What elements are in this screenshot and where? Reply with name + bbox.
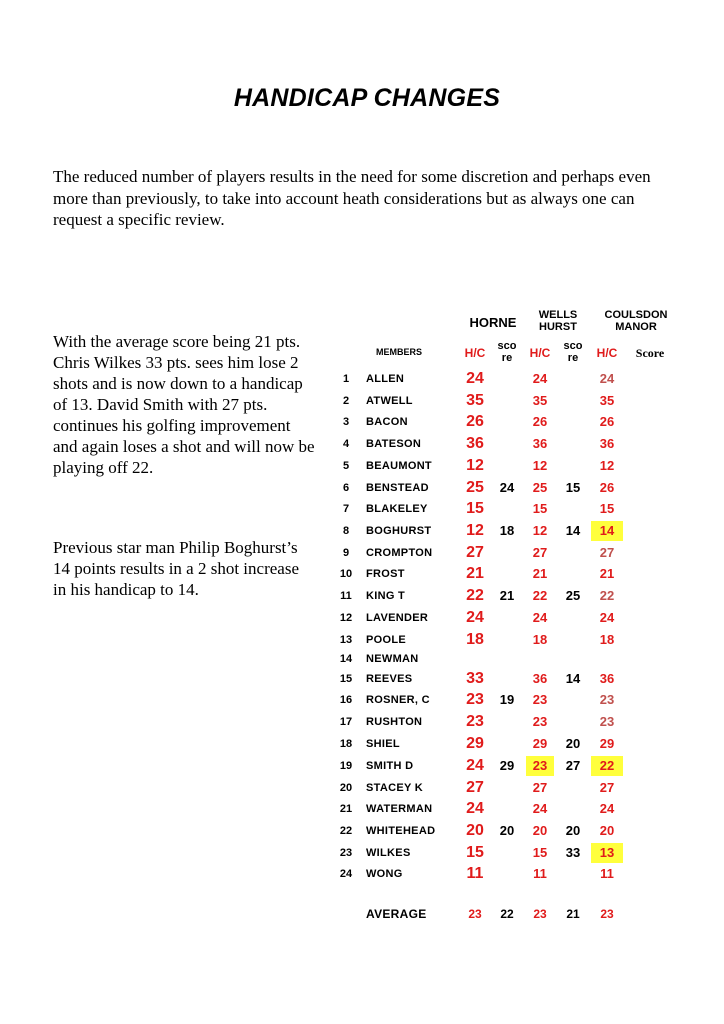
table-row [0,564,724,584]
summary-paragraph-1: With the average score being 21 pts. Chris Wilkes 33 pts. sees him lose 2 shots and is now down to a handicap of 13. David Smith with 27 pts. continues his golfing improvement and again loses a shot and will now be playing off 22. [53,332,315,477]
member-name: FROST [366,568,405,580]
table-row [0,456,724,476]
course-name-line: HORNE [469,315,517,330]
member-name: NEWMAN [366,653,419,665]
table-row [0,478,724,498]
course-name-line: HURST [539,321,577,333]
wells-hc [526,649,554,669]
wells-score [559,434,587,454]
horne-score [493,799,521,819]
member-name: WILKES [366,847,411,859]
member-name: ATWELL [366,395,413,407]
horne-score [493,864,521,884]
wells-score: 20 [565,736,581,751]
average-horne-score: 22 [500,907,514,921]
table-row [0,821,724,841]
member-name: SHIEL [366,738,400,750]
horne-hc: 27 [466,544,484,561]
table-row [0,864,724,884]
member-number: 24 [339,868,353,880]
member-number: 10 [339,568,353,580]
course-header-horne [458,316,528,330]
horne-score [493,564,521,584]
table-row [0,799,724,819]
table-row [0,543,724,563]
horne-hc: 11 [466,865,484,882]
horne-hc: 33 [466,670,484,687]
wells-score [559,799,587,819]
wells-hc: 21 [532,566,548,581]
coulsdon-hc: 12 [599,458,615,473]
coulsdon-hc: 22 [599,588,615,603]
horne-hc: 18 [466,631,484,648]
member-number: 1 [342,373,350,385]
coulsdon-hc [591,649,623,669]
table-row [0,630,724,650]
member-name: BACON [366,416,408,428]
average-row [0,904,724,924]
member-name: KING T [366,590,406,602]
wells-hc: 35 [532,393,548,408]
member-number: 9 [342,547,350,559]
table-row [0,734,724,754]
table-row [0,412,724,432]
coulsdon-hc: 23 [599,714,615,729]
horne-score: 24 [499,480,515,495]
horne-hc: 24 [466,800,484,817]
score-label-line: sco [497,340,517,352]
wells-hc: 12 [532,458,548,473]
member-name: BATESON [366,438,422,450]
wells-score: 14 [565,671,581,686]
table-row [0,649,724,669]
horne-hc: 24 [466,370,484,387]
table-row [0,391,724,411]
wells-hc-header: H/C [529,346,551,360]
member-name: SMITH D [366,760,414,772]
page-title: HANDICAP CHANGES [233,84,501,112]
wells-score [559,649,587,669]
coulsdon-hc: 27 [599,780,615,795]
coulsdon-hc: 18 [599,632,615,647]
coulsdon-score-header: Score [635,346,665,360]
wells-score [559,456,587,476]
horne-hc: 20 [466,822,484,839]
horne-score-header [493,340,521,364]
coulsdon-hc: 35 [599,393,615,408]
horne-hc: 26 [466,413,484,430]
table-row [0,756,724,776]
wells-score [559,778,587,798]
member-number: 18 [339,738,353,750]
wells-score [559,564,587,584]
table-row [0,778,724,798]
horne-hc: 22 [466,587,484,604]
table-row [0,843,724,863]
horne-hc: 25 [466,479,484,496]
member-number: 14 [339,653,353,665]
member-name: BLAKELEY [366,503,428,515]
wells-score [559,499,587,519]
table-row [0,586,724,606]
coulsdon-hc: 24 [599,610,615,625]
wells-score [559,543,587,563]
coulsdon-hc: 26 [599,414,615,429]
wells-score: 14 [565,523,581,538]
horne-hc: 23 [466,691,484,708]
average-wells-score: 21 [566,907,580,921]
horne-score [493,778,521,798]
wells-hc: 12 [532,523,548,538]
wells-score: 33 [565,845,581,860]
horne-score [493,434,521,454]
wells-hc: 15 [532,501,548,516]
horne-hc: 35 [466,392,484,409]
coulsdon-hc: 11 [600,866,614,881]
wells-score-header [559,340,587,364]
member-number: 20 [339,782,353,794]
member-name: POOLE [366,634,407,646]
member-number: 11 [340,590,352,602]
horne-score [493,543,521,563]
summary-paragraph-2: Previous star man Philip Boghurst’s 14 points results in a 2 shot increase in his handicap to 14. [53,538,299,599]
wells-hc: 36 [532,436,548,451]
coulsdon-hc: 15 [599,501,615,516]
coulsdon-hc: 24 [599,371,615,386]
wells-hc: 29 [532,736,548,751]
wells-hc: 24 [532,610,548,625]
member-name: CROMPTON [366,547,433,559]
member-number: 17 [339,716,353,728]
coulsdon-hc: 23 [599,692,615,707]
member-name: WONG [366,868,403,880]
horne-hc: 29 [466,735,484,752]
horne-hc-header: H/C [464,346,486,360]
member-number: 6 [342,482,350,494]
wells-score [559,391,587,411]
wells-hc: 23 [526,756,554,776]
horne-score [493,734,521,754]
horne-hc: 12 [466,522,484,539]
wells-score [559,608,587,628]
table-row [0,434,724,454]
wells-score [559,630,587,650]
average-coulsdon-hc: 23 [600,907,614,921]
member-name: WHITEHEAD [366,825,436,837]
member-name: ROSNER, C [366,694,430,706]
table-row [0,690,724,710]
course-name-line: MANOR [615,321,657,333]
member-name: RUSHTON [366,716,423,728]
member-name: LAVENDER [366,612,429,624]
member-name: REEVES [366,673,413,685]
coulsdon-hc-header: H/C [596,346,618,360]
member-number: 23 [339,847,353,859]
member-number: 16 [339,694,353,706]
course-header-wells-hurst [522,309,594,333]
horne-hc: 12 [466,457,484,474]
coulsdon-hc: 20 [599,823,615,838]
horne-score [493,456,521,476]
coulsdon-hc: 29 [599,736,615,751]
coulsdon-hc: 36 [599,436,615,451]
wells-score [559,712,587,732]
wells-hc: 26 [532,414,548,429]
wells-hc: 22 [532,588,548,603]
table-row [0,499,724,519]
horne-hc: 15 [466,500,484,517]
wells-score [559,690,587,710]
wells-hc: 18 [532,632,548,647]
horne-hc: 21 [466,565,484,582]
horne-hc: 27 [466,779,484,796]
average-wells-hc: 23 [533,907,547,921]
average-horne-hc: 23 [468,907,482,921]
wells-score [559,864,587,884]
horne-score [493,630,521,650]
wells-hc: 27 [532,780,548,795]
average-label: AVERAGE [366,907,427,921]
horne-hc: 24 [466,609,484,626]
horne-hc [456,649,494,669]
table-row [0,669,724,689]
horne-score [493,369,521,389]
score-label-line: re [501,352,513,364]
horne-score: 21 [499,588,515,603]
member-number: 8 [342,525,350,537]
wells-hc: 24 [532,801,548,816]
coulsdon-hc: 22 [591,756,623,776]
course-name-line: WELLS [538,309,578,321]
coulsdon-hc: 27 [599,545,615,560]
members-header: MEMBERS [376,347,423,357]
horne-score: 20 [499,823,515,838]
horne-score [493,391,521,411]
member-name: ALLEN [366,373,405,385]
course-header-coulsdon-manor [588,309,684,333]
member-number: 22 [339,825,353,837]
member-number: 15 [339,673,353,685]
member-number: 3 [342,416,350,428]
coulsdon-hc: 24 [599,801,615,816]
wells-hc: 25 [532,480,548,495]
wells-hc: 36 [532,671,548,686]
table-row [0,521,724,541]
table-row [0,369,724,389]
intro-paragraph: The reduced number of players results in the need for some discretion and perhaps even more than previously, to take into account heath considerations but as always one can request a specific review. [53,167,651,229]
wells-score: 20 [565,823,581,838]
coulsdon-hc: 36 [599,671,615,686]
horne-hc: 15 [466,844,484,861]
member-number: 4 [342,438,350,450]
horne-score [493,843,521,863]
horne-hc: 23 [466,713,484,730]
table-row [0,608,724,628]
horne-hc: 36 [466,435,484,452]
horne-score [493,412,521,432]
member-number: 2 [342,395,350,407]
member-name: BEAUMONT [366,460,432,472]
wells-hc: 24 [532,371,548,386]
horne-hc: 24 [466,757,484,774]
member-number: 5 [342,460,350,472]
horne-score [493,608,521,628]
member-name: STACEY K [366,782,424,794]
coulsdon-hc: 21 [599,566,615,581]
member-number: 19 [339,760,353,772]
wells-hc: 23 [532,692,548,707]
wells-score [559,369,587,389]
member-name: WATERMAN [366,803,433,815]
member-name: BOGHURST [366,525,432,537]
wells-hc: 11 [533,866,547,881]
wells-hc: 27 [532,545,548,560]
wells-score [559,412,587,432]
member-number: 7 [342,503,350,515]
coulsdon-hc: 26 [599,480,615,495]
member-name: BENSTEAD [366,482,429,494]
horne-score [493,669,521,689]
coulsdon-hc: 13 [591,843,623,863]
member-number: 13 [339,634,353,646]
wells-hc: 23 [532,714,548,729]
wells-hc: 20 [532,823,548,838]
horne-score: 19 [499,692,515,707]
horne-score [493,712,521,732]
table-row [0,712,724,732]
horne-score: 29 [499,758,515,773]
wells-score: 25 [565,588,581,603]
member-number: 21 [339,803,353,815]
score-label-line: sco [563,340,583,352]
wells-score: 15 [565,480,581,495]
score-label-line: re [567,352,579,364]
wells-score: 27 [565,758,581,773]
coulsdon-hc: 14 [591,521,623,541]
horne-score [493,649,521,669]
wells-hc: 15 [532,845,548,860]
horne-score: 18 [499,523,515,538]
member-number: 12 [339,612,353,624]
horne-score [493,499,521,519]
course-name-line: COULSDON [604,309,668,321]
